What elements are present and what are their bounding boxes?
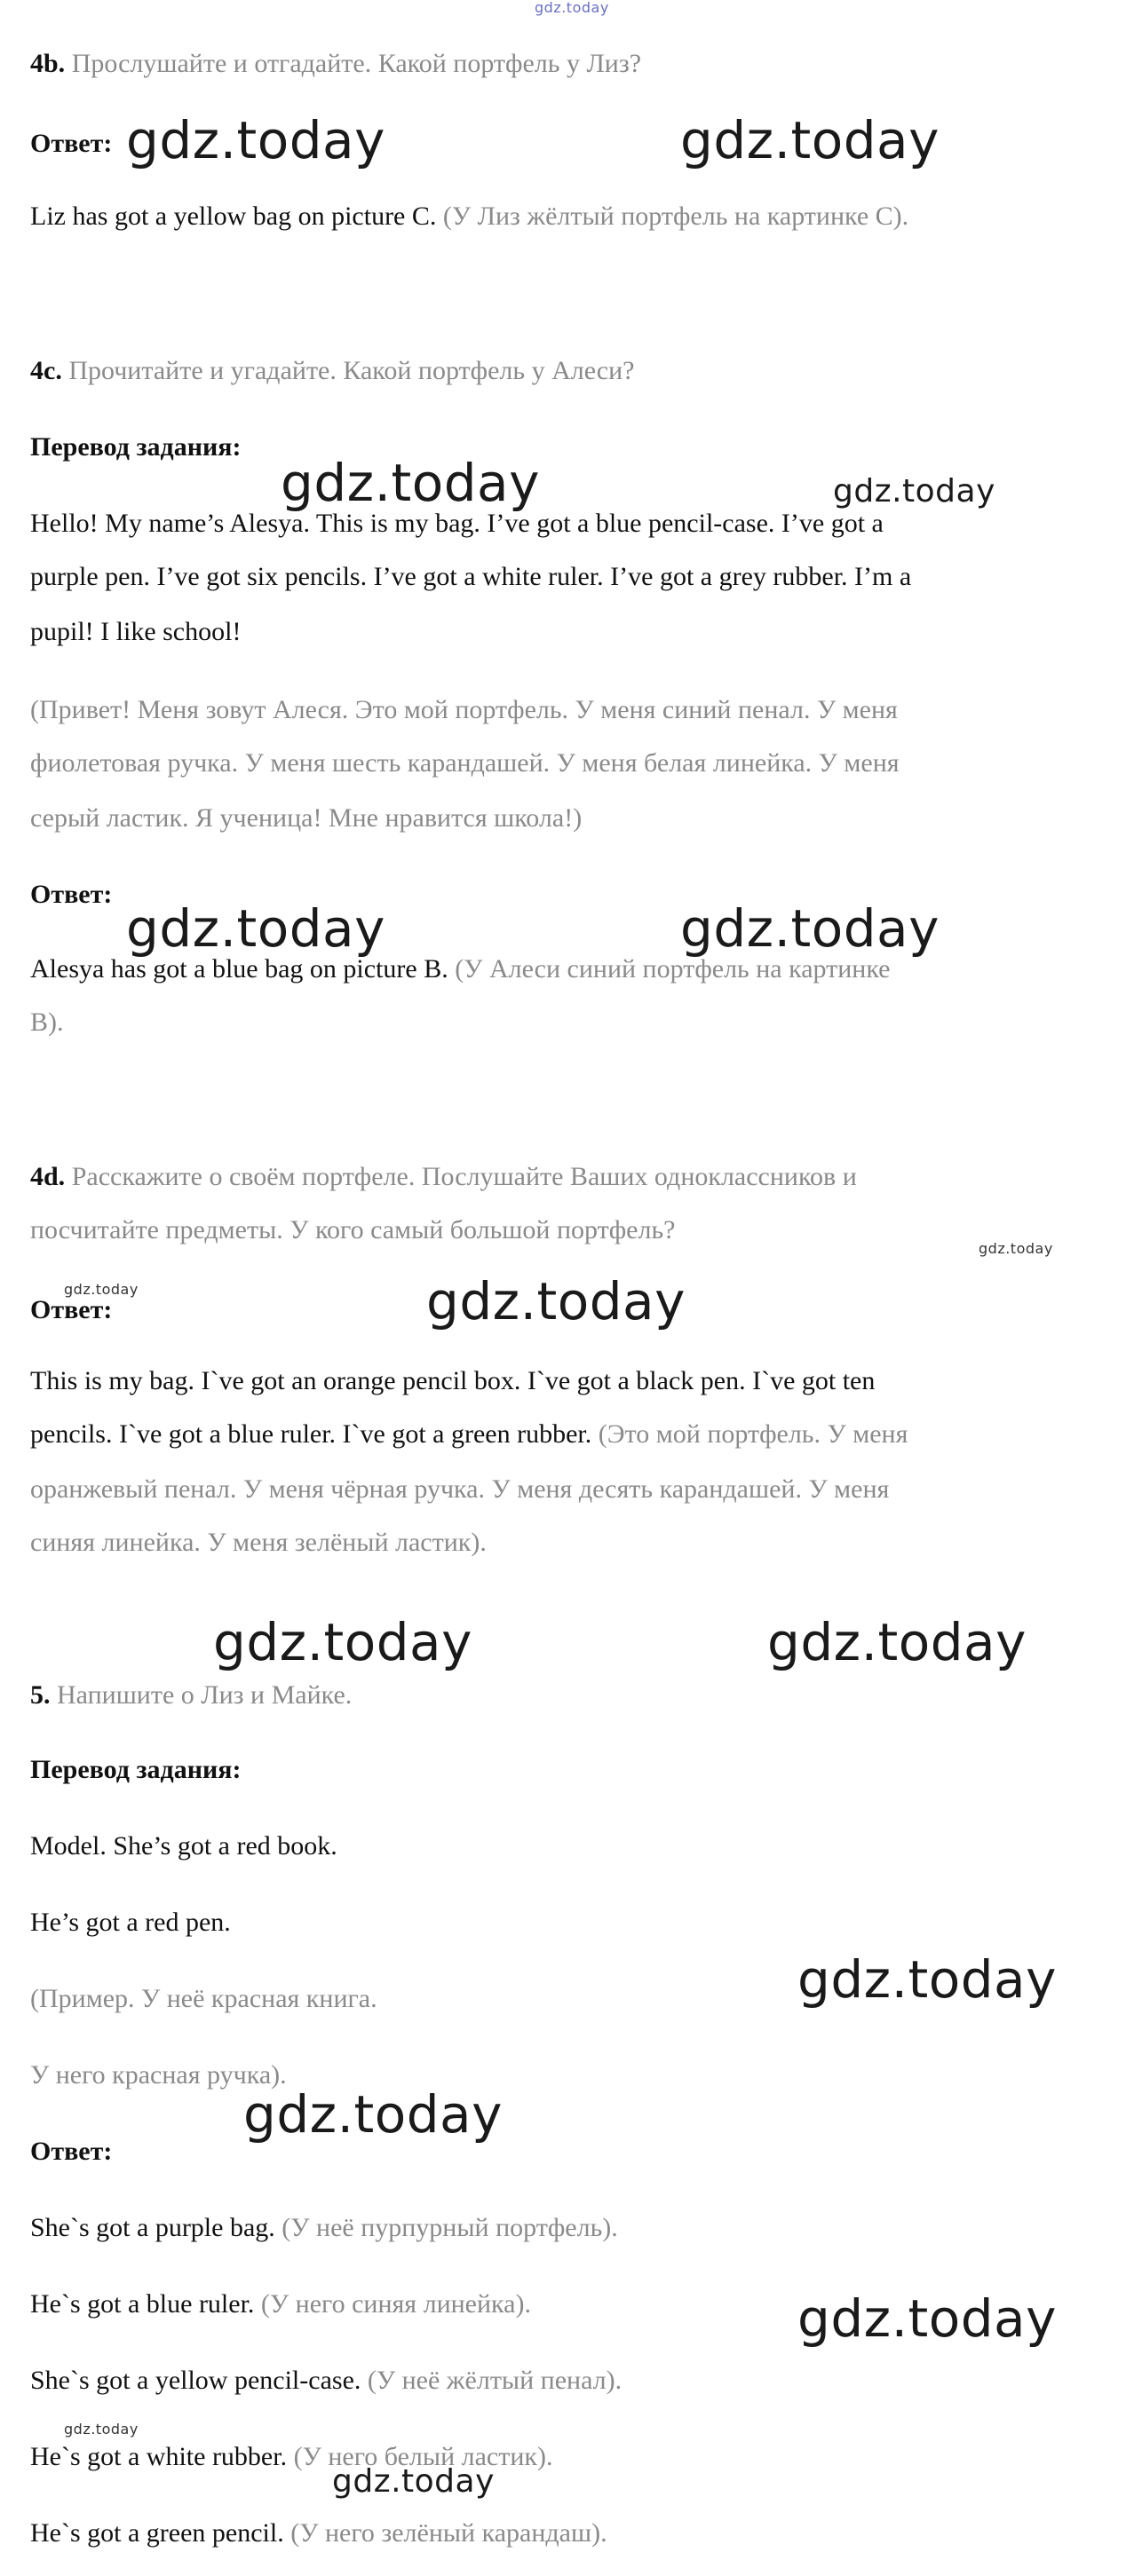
task-5-answer-ru: (У него синяя линейка). [260,2289,531,2319]
task-4d-heading [30,1161,857,1193]
task-5-answer-item [30,2517,607,2549]
watermark: gdz.today [64,2421,139,2438]
task-4c-text-en-line: purple pen. I’ve got six pencils. I’ve got a white ruler. I’ve got a grey rubber. I’m a [30,562,912,591]
watermark: gdz.today [243,2084,503,2145]
task-4b-heading [30,48,641,80]
task-5-instruction: Напишите о Лиз и Майке. [57,1680,353,1710]
task-5-answer-ru: (У него зелёный карандаш). [290,2518,607,2548]
watermark: gdz.today [767,1612,1027,1672]
watermark: gdz.today [213,1612,472,1672]
task-5-answer-ru: (У него белый ластик). [293,2442,553,2471]
task-4d-line-ru: оранжевый пенал. У меня чёрная ручка. У меня десять карандашей. У меня [30,1474,890,1504]
task-5-answer-en: He`s got a white rubber. [30,2442,288,2471]
watermark: gdz.today [680,110,940,170]
task-4c-text-ru-line: серый ластик. Я ученица! Мне нравится школа!) [30,803,583,833]
task-4c-answer-label: Ответ: [30,880,113,909]
task-5-model-ru-line: У него красная ручка). [30,2060,287,2090]
task-5-answer-en: She`s got a purple bag. [30,2213,275,2242]
watermark: gdz.today [126,898,385,959]
task-4c-text-ru-line: фиолетовая ручка. У меня шесть карандашей. У меня белая линейка. У меня [30,748,900,778]
task-5-answer-item [30,2288,531,2320]
task-4c-answer-en: Alesya has got a blue bag on picture B. [30,954,448,984]
watermark: gdz.today [426,1271,686,1331]
task-4d-instruction-cont: посчитайте предметы. У кого самый большой портфель? [30,1215,676,1245]
task-4c-text-en-line: pupil! I like school! [30,617,242,646]
task-4c-translation-label: Перевод задания: [30,432,242,462]
task-5-answer-en: She`s got a yellow pencil-case. [30,2366,361,2395]
task-5-answer-en: He`s got a green pencil. [30,2518,284,2548]
task-4c-instruction: Прочитайте и угадайте. Какой портфель у Алеси? [68,356,635,385]
task-4d-line: This is my bag. I`ve got an orange pencil box. I`ve got a black pen. I`ve got ten [30,1366,876,1395]
task-4d-line [30,1418,908,1450]
watermark: gdz.today [126,110,385,170]
watermark: gdz.today [979,1240,1053,1257]
task-5-model-ru-line: (Пример. У неё красная книга. [30,1984,377,2013]
task-5-model-line: Model. She’s got a red book. [30,1831,337,1861]
watermark: gdz.today [797,2288,1057,2349]
task-5-model-line: He’s got a red pen. [30,1908,231,1937]
task-5-answer-ru: (У неё пурпурный портфель). [282,2213,618,2242]
watermark: gdz.today [281,453,540,513]
task-5-answer-item [30,2212,618,2244]
watermark: gdz.today [64,1281,139,1298]
task-4d-line-ru: синяя линейка. У меня зелёный ластик). [30,1528,487,1557]
task-4d-line-ru: (Это мой портфель. У меня [598,1419,908,1449]
task-5-answer-item [30,2365,622,2397]
task-4c-answer-ru: (У Алеси синий портфель на картинке [455,954,891,984]
watermark-top: gdz.today [535,0,609,16]
task-4b-answer [30,201,908,233]
task-4b-number: 4b. [30,49,66,78]
task-5-answer-en: He`s got a blue ruler. [30,2289,255,2319]
task-5-number: 5. [30,1680,51,1710]
watermark: gdz.today [680,898,940,959]
watermark: gdz.today [332,2463,495,2500]
task-4b-instruction: Прослушайте и отгадайте. Какой портфель у Лиз? [71,49,642,78]
task-4c-answer-ru-cont: В). [30,1007,64,1037]
task-4d-line-en: pencils. I`ve got a blue ruler. I`ve got a green rubber. [30,1419,592,1449]
task-4b-answer-label: Ответ: [30,129,113,158]
watermark: gdz.today [797,1949,1057,2010]
task-4c-text-en-line: Hello! My name’s Alesya. This is my bag. I’ve got a blue pencil-case. I’ve got a [30,509,884,538]
task-4d-number: 4d. [30,1162,66,1191]
task-5-translation-label: Перевод задания: [30,1755,242,1784]
task-4c-text-ru-line: (Привет! Меня зовут Алеся. Это мой портфель. У меня синий пенал. У меня [30,695,898,724]
task-4b-answer-en: Liz has got a yellow bag on picture C. [30,201,437,231]
watermark: gdz.today [833,473,995,510]
task-4d-instruction: Расскажите о своём портфеле. Послушайте Ваших одноклассников и [71,1162,857,1191]
task-5-heading [30,1679,352,1711]
task-5-answer-label: Ответ: [30,2137,113,2166]
task-4d-answer-label: Ответ: [30,1295,113,1324]
task-5-answer-ru: (У неё жёлтый пенал). [367,2366,623,2395]
task-4c-heading [30,355,634,387]
task-4c-number: 4c. [30,356,62,385]
task-4b-answer-ru: (У Лиз жёлтый портфель на картинке С). [442,201,909,231]
task-4c-answer [30,953,891,985]
